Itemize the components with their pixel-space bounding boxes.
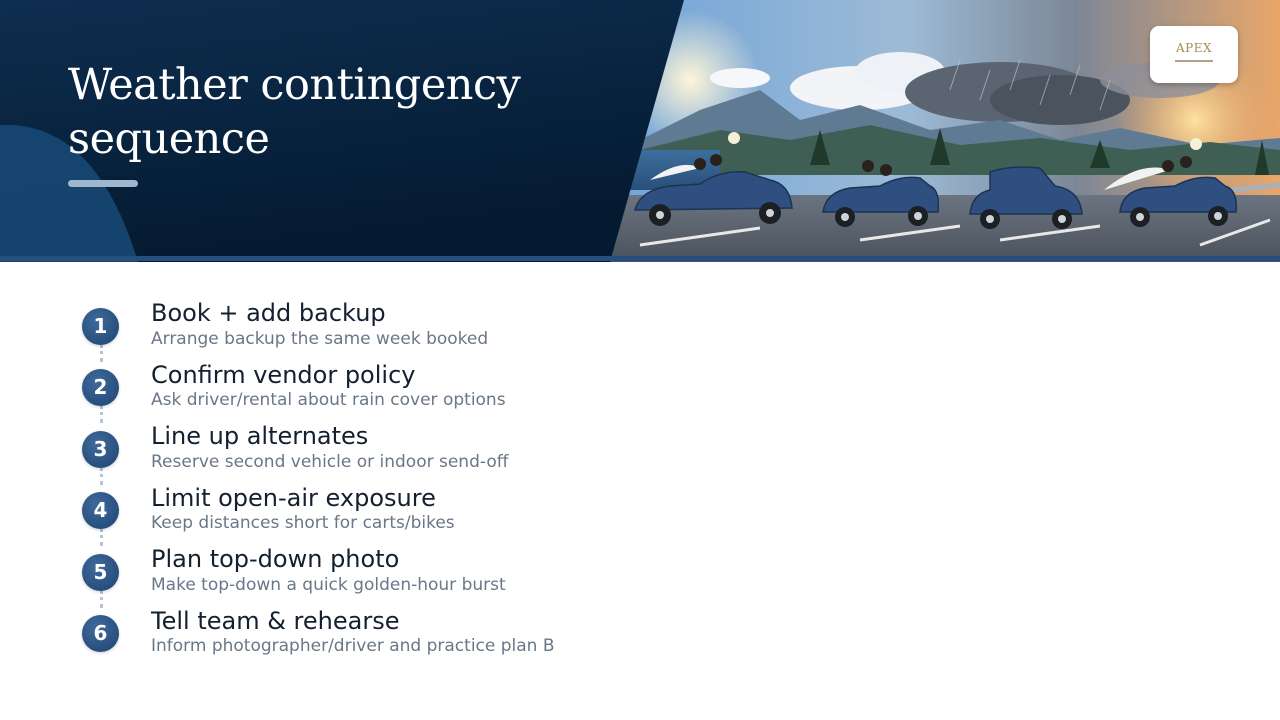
logo-text: APEX <box>1175 41 1213 55</box>
logo-underline <box>1175 60 1213 62</box>
step-description: Reserve second vehicle or indoor send-off <box>151 452 509 472</box>
step-connector <box>100 405 103 423</box>
step-connector <box>100 467 103 485</box>
step-title: Book + add backup <box>151 299 386 327</box>
slide-title: Weather contingency sequence <box>68 60 521 164</box>
step-title: Plan top-down photo <box>151 545 400 573</box>
step-description: Ask driver/rental about rain cover options <box>151 390 506 410</box>
header-divider <box>0 256 1280 261</box>
step-connector <box>100 528 103 546</box>
header-banner <box>0 0 1280 262</box>
step-title: Confirm vendor policy <box>151 361 416 389</box>
step-description: Inform photographer/driver and practice plan B <box>151 636 555 656</box>
step-title: Tell team & rehearse <box>151 607 400 635</box>
step-title: Line up alternates <box>151 422 369 450</box>
step-number-badge: 1 <box>82 308 119 345</box>
step-connector <box>100 344 103 362</box>
step-description: Keep distances short for carts/bikes <box>151 513 455 533</box>
step-connector <box>100 590 103 608</box>
step-title: Limit open-air exposure <box>151 484 436 512</box>
step-description: Make top-down a quick golden-hour burst <box>151 575 506 595</box>
title-accent-bar <box>68 180 138 187</box>
step-number-badge: 2 <box>82 369 119 406</box>
step-number-badge: 3 <box>82 431 119 468</box>
step-number-badge: 4 <box>82 492 119 529</box>
step-description: Arrange backup the same week booked <box>151 329 489 349</box>
step-number-badge: 6 <box>82 615 119 652</box>
logo-badge <box>1150 26 1238 83</box>
step-number-badge: 5 <box>82 554 119 591</box>
